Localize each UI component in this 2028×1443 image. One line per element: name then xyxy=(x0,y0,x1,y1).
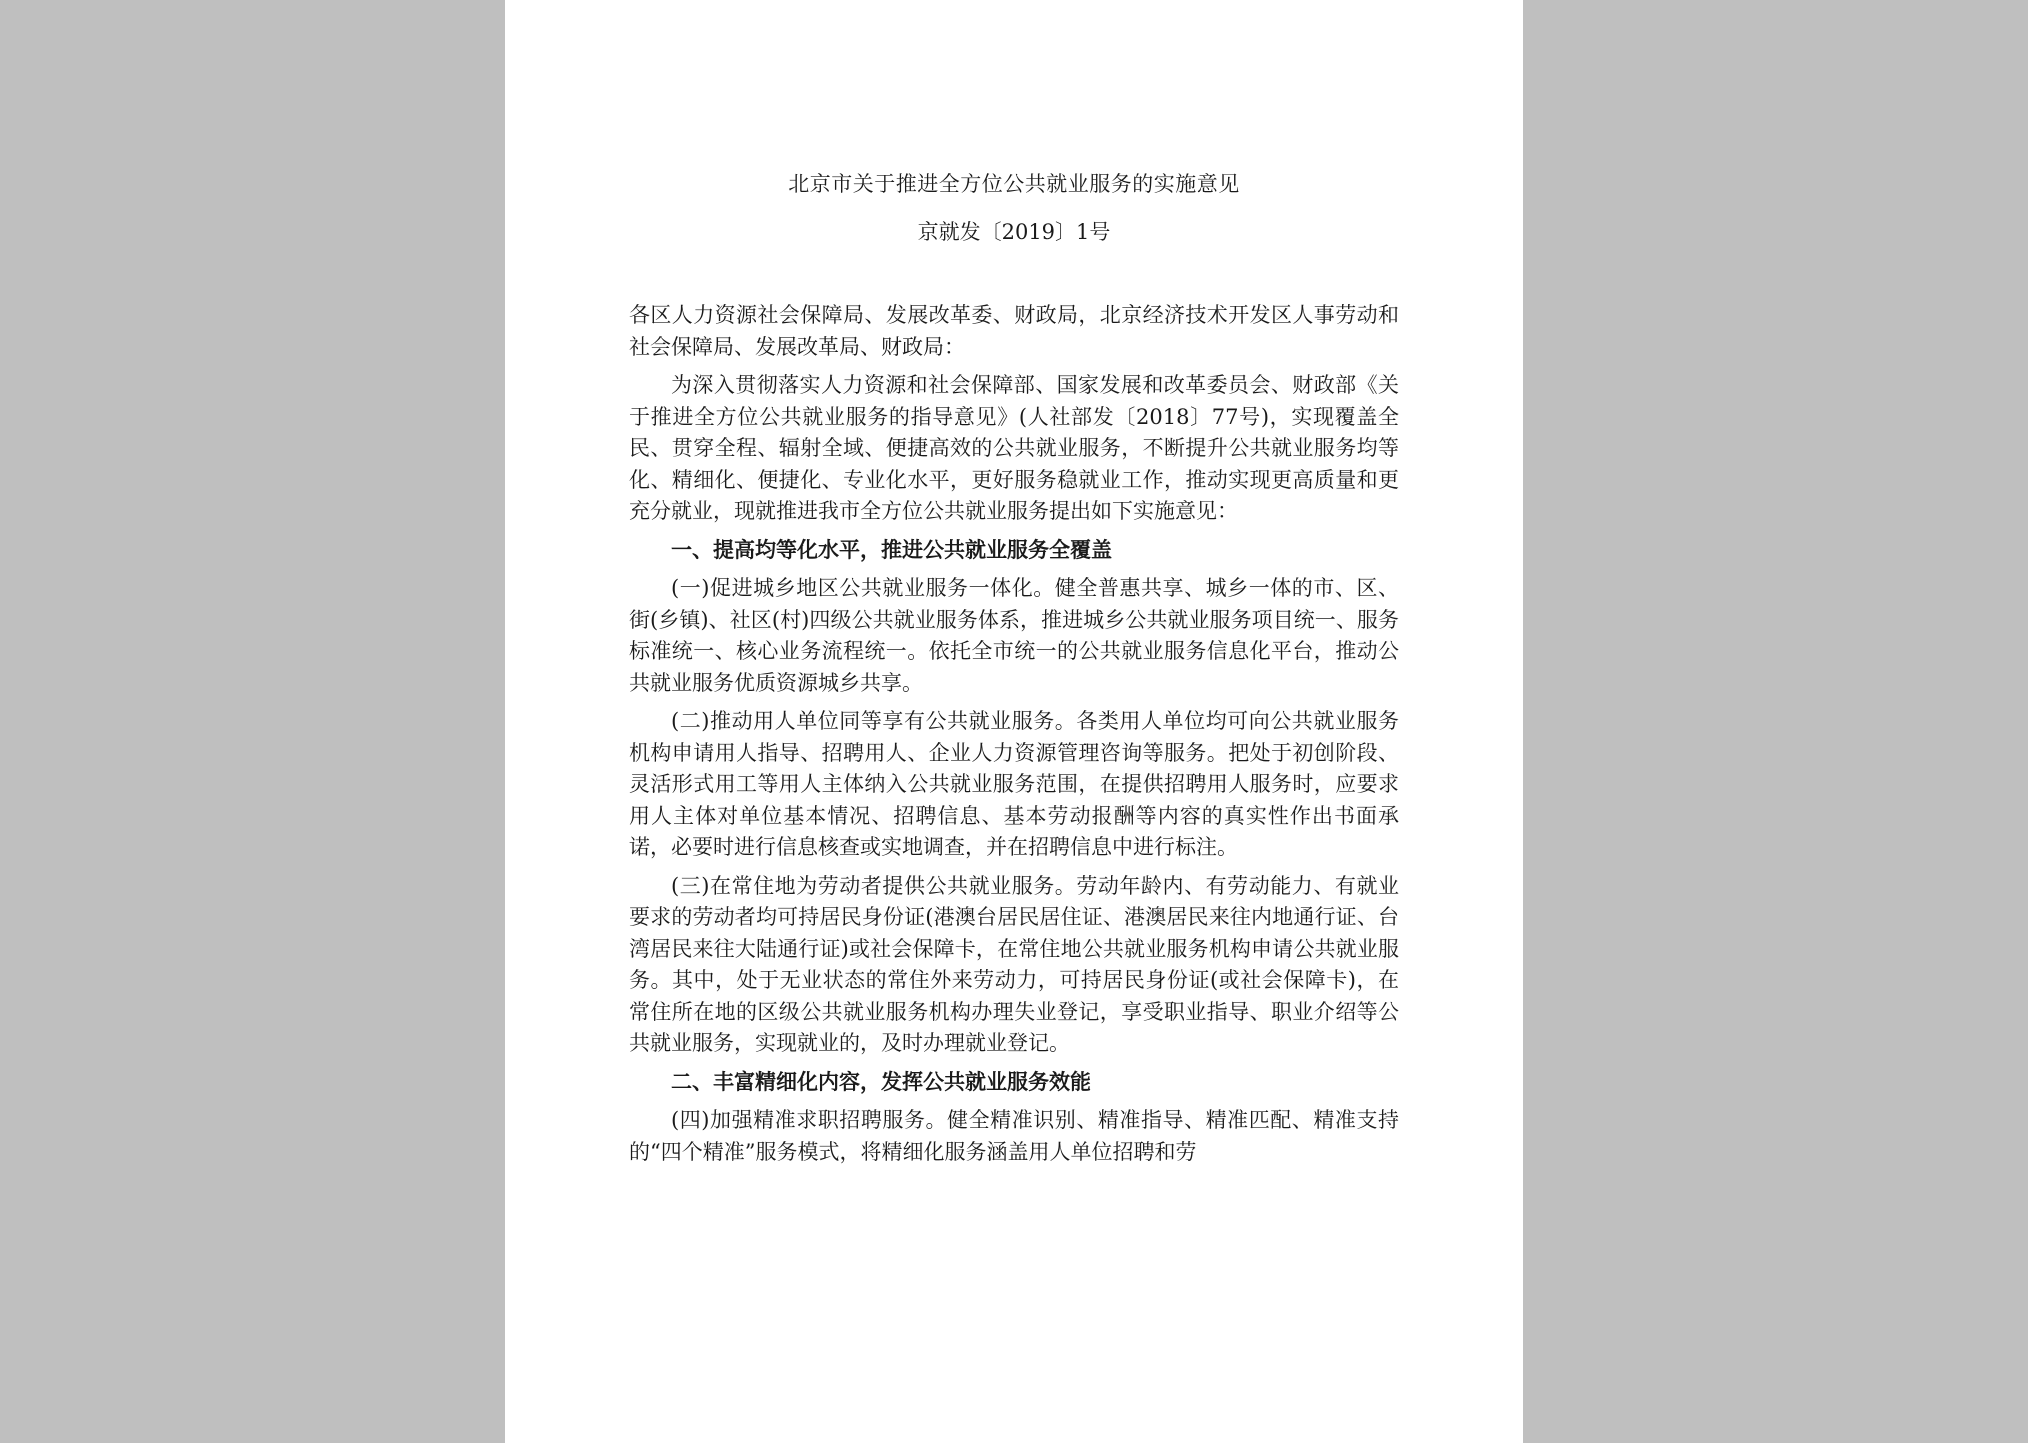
section-heading-1: 一、提高均等化水平，推进公共就业服务全覆盖 xyxy=(671,537,1112,562)
paragraph-item-2: (二)推动用人单位同等享有公共就业服务。各类用人单位均可向公共就业服务机构申请用人指导、招聘用人、企业人力资源管理咨询等服务。把处于初创阶段、灵活形式用工等用人主体纳入公共就业服务范围，在提供招聘用人服务时，应要求用人主体对单位基本情况、招聘信息、基本劳动报酬等内容的真实性作出书面承诺，必要时进行信息核查或实地调查，并在招聘信息中进行标注。 xyxy=(629,709,1399,859)
addressee: 各区人力资源社会保障局、发展改革委、财政局，北京经济技术开发区人事劳动和社会保障局、发展改革局、财政局： xyxy=(629,303,1399,359)
paragraph-item-3: (三)在常住地为劳动者提供公共就业服务。劳动年龄内、有劳动能力、有就业要求的劳动者均可持居民身份证(港澳台居民居住证、港澳居民来往内地通行证、台湾居民来往大陆通行证)或社会保障卡，在常住地公共就业服务机构申请公共就业服务。其中，处于无业状态的常住外来劳动力，可持居民身份证(或社会保障卡)，在常住所在地的区级公共就业服务机构办理失业登记，享受职业指导、职业介绍等公共就业服务，实现就业的，及时办理就业登记。 xyxy=(629,873,1399,1055)
section-heading-2: 二、丰富精细化内容，发挥公共就业服务效能 xyxy=(671,1069,1091,1094)
document-body xyxy=(629,168,1399,1168)
document-title: 北京市关于推进全方位公共就业服务的实施意见 xyxy=(788,172,1240,196)
intro-paragraph: 为深入贯彻落实人力资源和社会保障部、国家发展和改革委员会、财政部《关于推进全方位公共就业服务的指导意见》(人社部发〔2018〕77号)，实现覆盖全民、贯穿全程、辐射全域、便捷高效的公共就业服务，不断提升公共就业服务均等化、精细化、便捷化、专业化水平，更好服务稳就业工作，推动实现更高质量和更充分就业，现就推进我市全方位公共就业服务提出如下实施意见： xyxy=(629,373,1399,523)
document-number: 京就发〔2019〕1号 xyxy=(917,220,1111,244)
document-page xyxy=(505,0,1523,1443)
paragraph-item-1: (一)促进城乡地区公共就业服务一体化。健全普惠共享、城乡一体的市、区、街(乡镇)、社区(村)四级公共就业服务体系，推进城乡公共就业服务项目统一、服务标准统一、核心业务流程统一。依托全市统一的公共就业服务信息化平台，推动公共就业服务优质资源城乡共享。 xyxy=(629,576,1399,695)
paragraph-item-4: (四)加强精准求职招聘服务。健全精准识别、精准指导、精准匹配、精准支持的“四个精准”服务模式，将精细化服务涵盖用人单位招聘和劳 xyxy=(629,1108,1399,1164)
